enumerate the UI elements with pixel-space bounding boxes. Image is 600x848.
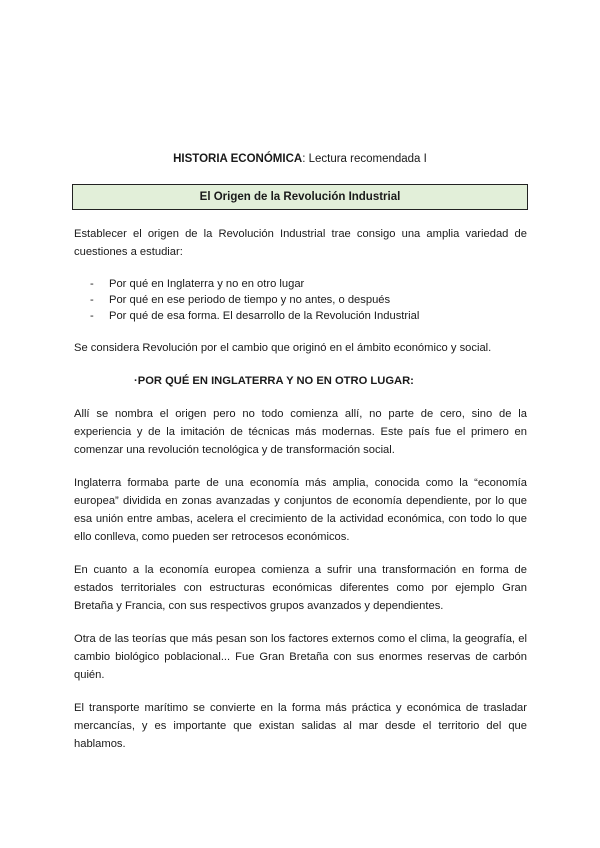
body-paragraph: Inglaterra formaba parte de una economía más amplia, conocida como la “economía europea” dividida en zonas avanzadas y conjuntos de economía dependiente, por lo que esa unión entre ambas, acelera el crecimiento de la actividad económica, con todo lo que ello conlleva, como pueden ser retrocesos económicos. bbox=[74, 477, 527, 543]
section-title-box bbox=[72, 184, 528, 210]
body-paragraph: El transporte marítimo se convierte en la forma más práctica y económica de trasladar mercancías, y es importante que existan salidas al mar desde el territorio del que hablamos. bbox=[74, 702, 527, 750]
questions-list bbox=[74, 276, 527, 324]
list-item: - Por qué en ese periodo de tiempo y no antes, o después bbox=[74, 292, 527, 308]
body-paragraph: Otra de las teorías que más pesan son los factores externos como el clima, la geografía, el cambio biológico poblacional... Fue Gran Bretaña con sus enormes reservas de carbón quién. bbox=[74, 633, 527, 681]
intro-paragraph: Establecer el origen de la Revolución Industrial trae consigo una amplia variedad de cuestiones a estudiar: bbox=[74, 228, 527, 258]
summary-paragraph: Se considera Revolución por el cambio que originó en el ámbito económico y social. bbox=[74, 342, 492, 354]
section-heading: ·POR QUÉ EN INGLATERRA Y NO EN OTRO LUGAR: bbox=[134, 375, 414, 387]
course-title: HISTORIA ECONÓMICA bbox=[173, 153, 303, 165]
list-item: - Por qué en Inglaterra y no en otro lugar bbox=[74, 276, 527, 292]
body-paragraph: En cuanto a la economía europea comienza a sufrir una transformación en forma de estados territoriales con estructuras económicas diferentes como por ejemplo Gran Bretaña y Francia, con sus respectivos grupos avanzados y dependientes. bbox=[74, 564, 527, 612]
reading-label: : Lectura recomendada I bbox=[302, 153, 427, 165]
body-paragraph: Allí se nombra el origen pero no todo comienza allí, no parte de cero, sino de la experiencia y de la imitación de técnicas más modernas. Este país fue el primero en comenzar una revolución tecnológica y de transformación social. bbox=[74, 408, 527, 456]
document-body bbox=[74, 225, 527, 753]
section-title: El Origen de la Revolución Industrial bbox=[199, 191, 401, 203]
list-item: - Por qué de esa forma. El desarrollo de la Revolución Industrial bbox=[74, 308, 527, 324]
document-header bbox=[0, 151, 600, 167]
